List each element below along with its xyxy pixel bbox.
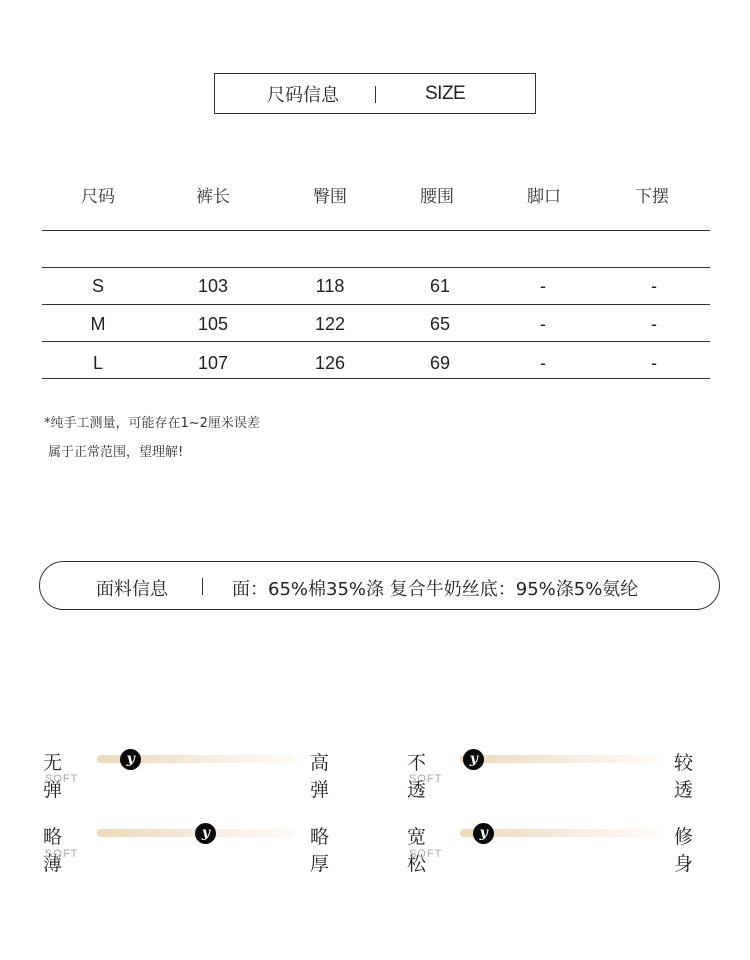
table-divider <box>42 341 710 342</box>
fabric-divider <box>202 578 203 595</box>
scale-right-label: 较透 <box>674 752 694 801</box>
size-title-box <box>214 73 536 114</box>
fabric-label: 面料信息 <box>96 579 168 600</box>
table-divider <box>42 304 710 305</box>
scale-right-label: 略厚 <box>310 826 330 875</box>
table-cell: 105 <box>197 314 229 334</box>
scale-left-label: 不透 <box>407 752 427 801</box>
table-cell: L <box>92 353 104 373</box>
table-cell: 126 <box>314 353 346 373</box>
table-cell: 118 <box>315 276 345 296</box>
scale-soft-label: SOFT <box>45 848 79 860</box>
scale-left-label: 宽松 <box>407 826 427 875</box>
table-cell: 65 <box>429 314 451 334</box>
table-divider <box>42 230 710 231</box>
header-pants-length: 裤长 <box>196 187 230 207</box>
measurement-note: *纯手工测量，可能存在1~2厘米误差 <box>44 416 260 431</box>
table-cell: 61 <box>429 276 451 296</box>
table-divider <box>42 378 710 379</box>
header-hem: 下摆 <box>635 187 669 207</box>
scale-left-label: 无弹 <box>43 752 63 801</box>
scale-soft-label: SOFT <box>409 773 443 785</box>
table-cell: - <box>540 314 546 334</box>
fabric-content: 面：65%棉35%涤 复合牛奶丝底：95%涤5%氨纶 <box>232 579 639 600</box>
table-cell: 122 <box>314 314 346 334</box>
scale-soft-label: SOFT <box>409 848 443 860</box>
table-cell: - <box>651 276 657 296</box>
scale-knob-icon: y <box>473 823 494 844</box>
size-title-cn: 尺码信息 <box>267 84 339 106</box>
table-cell: - <box>651 314 657 334</box>
title-divider <box>375 86 376 103</box>
scale-right-label: 修身 <box>674 826 694 875</box>
scale-knob-icon: y <box>195 823 216 844</box>
table-cell: S <box>91 276 105 296</box>
header-size: 尺码 <box>81 187 115 207</box>
table-cell: 107 <box>197 353 229 373</box>
header-leg-opening: 脚口 <box>527 187 561 207</box>
size-title-en: SIZE <box>425 82 466 104</box>
scale-right-label: 高弹 <box>310 752 330 801</box>
header-waist: 腰围 <box>420 187 454 207</box>
table-cell: - <box>651 353 657 373</box>
table-cell: - <box>540 353 546 373</box>
scale-soft-label: SOFT <box>45 773 79 785</box>
table-cell: M <box>90 314 106 334</box>
table-cell: 103 <box>197 276 229 296</box>
measurement-note: 属于正常范围，望理解! <box>48 445 184 460</box>
table-cell: 69 <box>429 353 451 373</box>
fabric-info <box>39 561 720 610</box>
table-divider <box>42 267 710 268</box>
header-hip: 臀围 <box>313 187 347 207</box>
scale-knob-icon: y <box>120 749 141 770</box>
scale-track <box>460 755 658 763</box>
scale-left-label: 略薄 <box>43 826 63 875</box>
scale-knob-icon: y <box>463 749 484 770</box>
table-cell: - <box>540 276 546 296</box>
